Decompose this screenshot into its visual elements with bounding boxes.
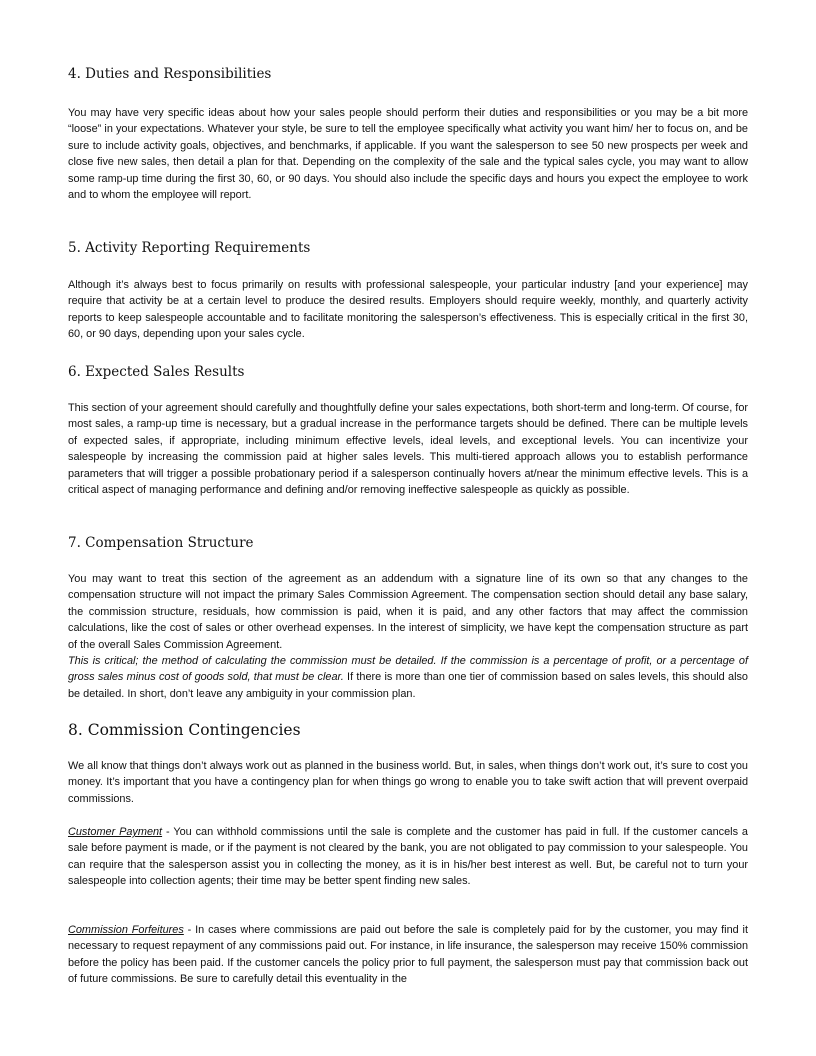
- section-5-heading: 5. Activity Reporting Requirements: [68, 240, 311, 256]
- section-8-heading: 8. Commission Contingencies: [68, 721, 301, 739]
- critical-followup-text: If there is more than one tier of commission based on sales levels, this should also be detailed. In short, don’t leave any ambiguity in your commission plan.: [68, 671, 748, 700]
- section-6-paragraph: This section of your agreement should carefully and thoughtfully define your sales expectations, both short-term and long-term. Of course, for most sales, a ramp-up time is necessary, but a gradual increase in the performance targets should be defined. There can be multiple levels of expected sales, if appropriate, including minimum effective levels, ideal levels, and exceptional levels. You can incentivize your salespeople by increasing the commission paid at higher sales levels. This multi-tiered approach allows you to establish performance parameters that will trigger a possible probationary period if a salesperson continually hovers at/near the minimum effective levels. This is a critical aspect of managing performance and defining and/or removing ineffective salespeople as quickly as possible.: [68, 402, 748, 497]
- customer-payment-label: Customer Payment: [68, 826, 163, 838]
- section-7-paragraph: You may want to treat this section of the agreement as an addendum with a signature line of its own so that any changes to the compensation structure will not impact the primary Sales Commission Agreement. The compensation section should detail any base salary, the commission structure, residuals, how commission is paid, when it is paid, and any other factors that may affect the commission calculations, like the cost of sales or other overhead expenses. In the interest of simplicity, we have kept the compensation structure as part of the overall Sales Commission Agreement.: [68, 573, 748, 651]
- section-8-intro-paragraph: We all know that things don’t always work out as planned in the business world. But, in sales, when things don’t work out, it’s sure to cost you money. It’s important that you have a contingency plan for when things go wrong to enable you to take swift action that will prevent overpaid commissions.: [68, 760, 748, 805]
- section-7-critical-note: [68, 653, 748, 702]
- commission-forfeitures-paragraph: [68, 922, 748, 988]
- critical-italic-text: This is critical; the method of calculating the commission must be detailed. If the commission is a percentage of profit, or a percentage of gross sales minus cost of goods sold, that must be clear.: [68, 655, 748, 684]
- section-7-body: [68, 571, 748, 702]
- commission-forfeitures-text: - In cases where commissions are paid out before the sale is completely paid for by the customer, you may find it necessary to request repayment of any commissions paid out. For instance, in life insurance, the salesperson may receive 150% commission before the policy has been paid. If the customer cancels the policy prior to full payment, the salesperson must pay that commission back out of future commissions. Be sure to carefully detail this eventuality in the: [68, 924, 748, 986]
- section-5-paragraph: Although it’s always best to focus primarily on results with professional salespeople, your particular industry [and your experience] may require that activity be at a certain level to produce the desired results. Employers should require weekly, monthly, and quarterly activity reports to keep salespeople accountable and to facilitate monitoring the salesperson’s effectiveness. This is especially critical in the first 30, 60, or 90 days, depending upon your sales cycle.: [68, 279, 748, 341]
- customer-payment-paragraph: [68, 824, 748, 890]
- customer-payment-text: - You can withhold commissions until the sale is complete and the customer has paid in full. If the customer cancels a sale before payment is made, or if the payment is not cleared by the bank, you are not obligated to pay commission to your salespeople. You can require that the salesperson assist you in collecting the money, as it is in his/her best interest as well. But, be careful not to turn your salespeople into collection agents; their time may be better spent finding new sales.: [68, 826, 748, 888]
- section-4-paragraph: You may have very specific ideas about how your sales people should perform their duties and responsibilities or you may be a bit more “loose” in your expectations. Whatever your style, be sure to tell the employee specifically what activity you want him/ her to focus on, and be sure to include activity goals, objectives, and benchmarks, if applicable. If you want the salesperson to see 50 new prospects per week and close five new sales, then detail a plan for that. Depending on the complexity of the sale and the typical sales cycle, you may want to allow some ramp-up time during the first 30, 60, or 90 days. You should also include the specific days and hours you expect the employee to work and to whom the employee will report.: [68, 107, 748, 202]
- section-4-heading: 4. Duties and Responsibilities: [68, 66, 272, 82]
- section-7-heading: 7. Compensation Structure: [68, 535, 254, 551]
- section-6-heading: 6. Expected Sales Results: [68, 364, 245, 380]
- commission-forfeitures-label: Commission Forfeitures: [68, 924, 184, 936]
